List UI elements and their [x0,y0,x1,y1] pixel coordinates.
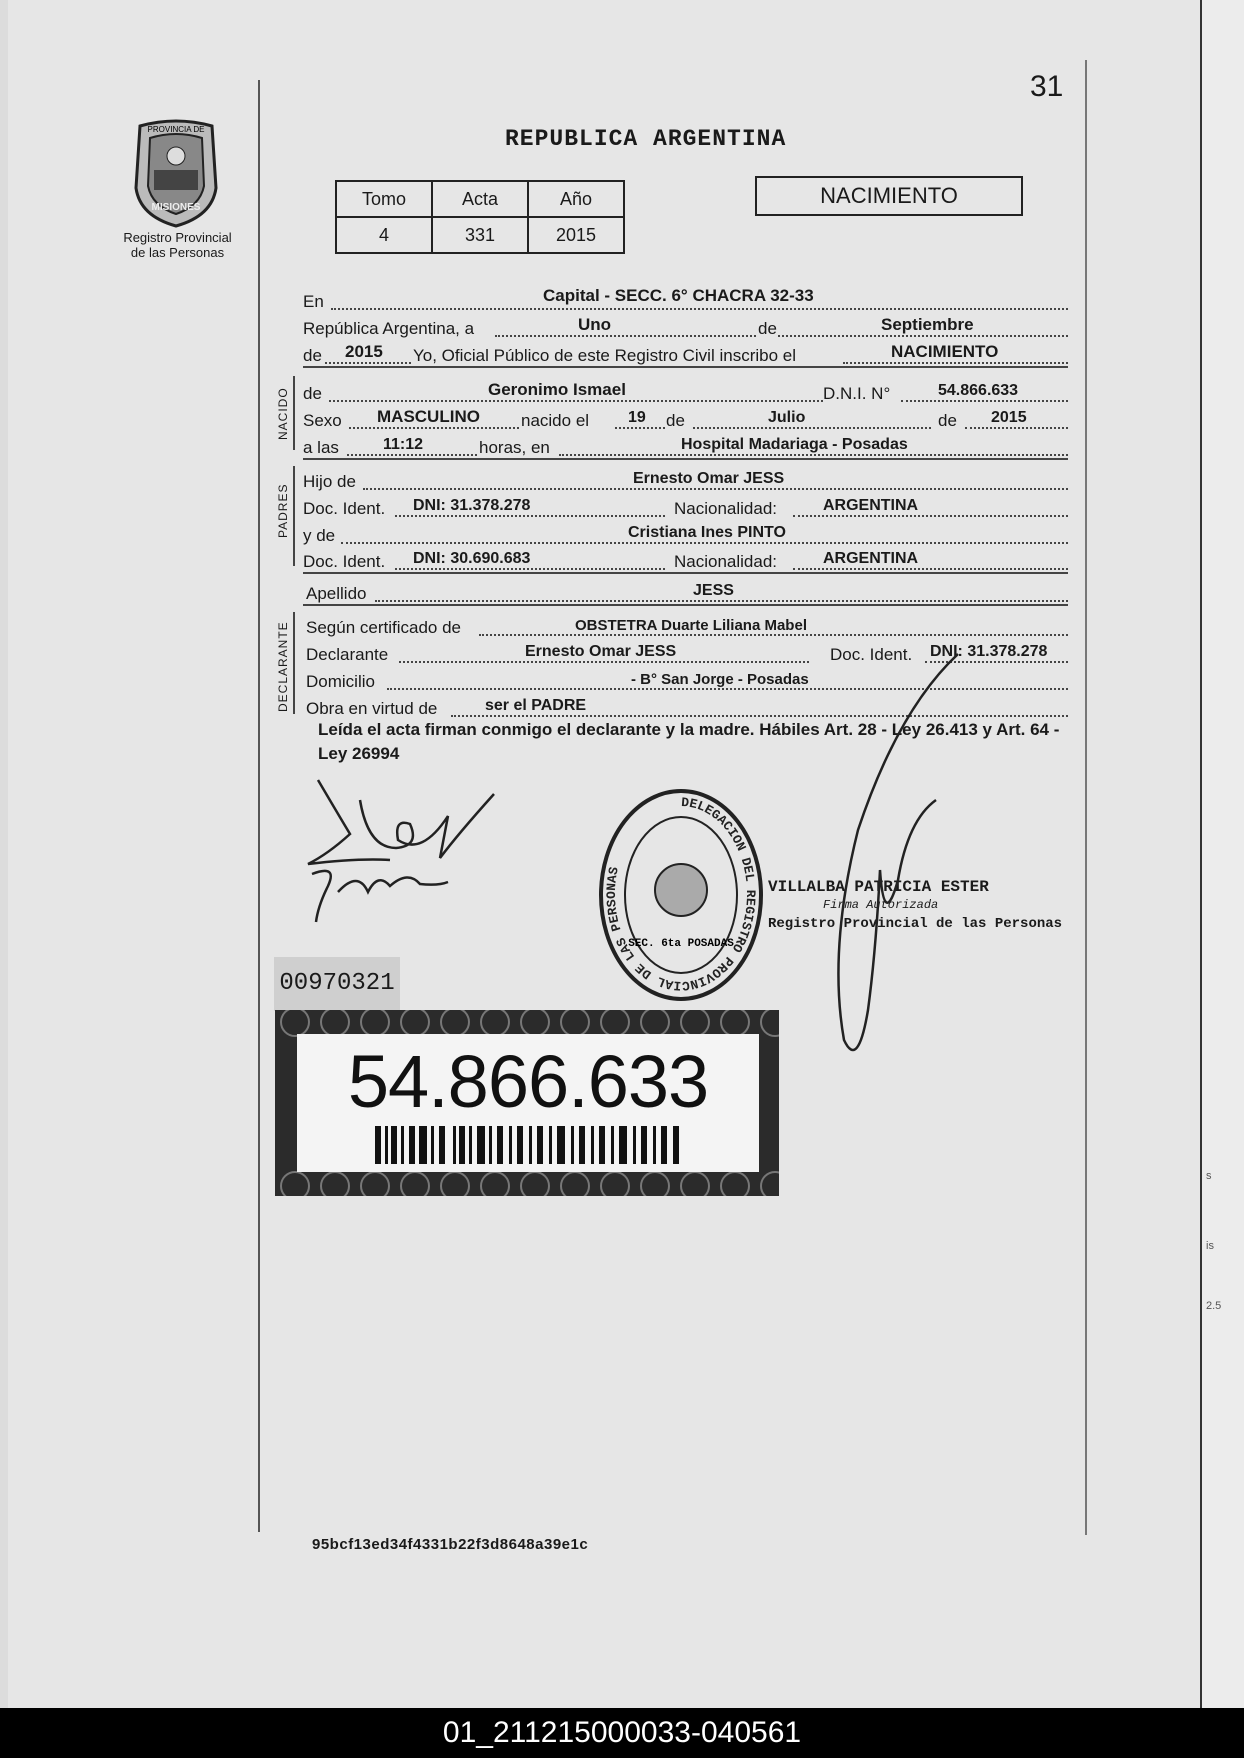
inscripcion-tipo: NACIMIENTO [891,342,999,361]
header-tomo: Tomo [336,181,432,217]
value-acta: 331 [432,217,528,253]
padre-nacionalidad: ARGENTINA [823,497,919,514]
svg-text:SEC. 6ta POSADAS: SEC. 6ta POSADAS [628,938,734,950]
declarante-doc: DNI: 31.378.278 [930,643,1048,660]
nacido-dni: 54.866.633 [938,382,1019,399]
line-domicilio: Domicilio - B° San Jorge - Posadas [303,666,1068,694]
madre-nombre: Cristiana Ines PINTO [628,524,786,541]
acta-reference-table [335,180,625,254]
adjacent-page-edge: s is 2.5 [1200,0,1244,1708]
line-madre: y de Cristiana Ines PINTO [303,520,1068,548]
right-margin-rule [1085,60,1087,1535]
section-padres: PADRES [276,483,290,538]
scan-footer: 01_211215000033-040561 [0,1708,1244,1758]
nacido-nombre: Geronimo Ismael [488,380,626,399]
padre-doc: DNI: 31.378.278 [413,497,531,514]
official-registry: Registro Provincial de las Personas [768,916,1063,932]
value-anio: 2015 [528,217,624,253]
provincial-seal-icon [128,118,224,228]
line-lugar: En Capital - SECC. 6° CHACRA 32-33 [303,286,1068,314]
serial-number: 00970321 [274,957,400,1011]
line-apellido: Apellido JESS [303,578,1068,606]
madre-nacionalidad: ARGENTINA [823,550,919,567]
section-declarante: DECLARANTE [276,621,290,712]
inscripcion-anio: 2015 [345,342,383,361]
line-padre: Hijo de Ernesto Omar JESS [303,466,1068,494]
document-title: REPUBLICA ARGENTINA [505,126,787,152]
official-role: Firma Autorizada [823,898,939,912]
padre-nombre: Ernesto Omar JESS [633,470,785,487]
left-margin-rule [258,80,260,1532]
section-nacido: NACIDO [276,387,290,440]
line-nacido-sexo: Sexo MASCULINO nacido el 19 de Julio de 2015 [303,405,1068,433]
official-name: VILLALBA PATRICIA ESTER [768,878,989,896]
fecha-dia: Uno [578,315,612,334]
line-certificado: Según certificado de OBSTETRA Duarte Liliana Mabel [303,612,1068,640]
declarant-signature-icon [298,774,498,934]
page-number: 31 [1030,70,1064,103]
value-tomo: 4 [336,217,432,253]
line-madre-doc: Doc. Ident. DNI: 30.690.683 Nacionalidad: ARGENTINA [303,546,1068,574]
dni-number: 54.866.633 [347,1040,709,1123]
acta-type-box: NACIMIENTO [755,176,1023,216]
certificado-value: OBSTETRA Duarte Liliana Mabel [575,617,807,634]
dni-label [275,1010,779,1196]
line-fecha: República Argentina, a Uno de Septiembre [303,313,1068,341]
header-anio: Año [528,181,624,217]
declarante-nombre: Ernesto Omar JESS [525,643,677,660]
line-declarante: Declarante Ernesto Omar JESS Doc. Ident. DNI: 31.378.278 [303,639,1068,667]
apellido-value: JESS [693,582,734,599]
barcode-icon [375,1126,681,1164]
nacido-mes: Julio [768,409,806,426]
line-obra: Obra en virtud de ser el PADRE [303,693,1068,721]
registry-stamp-icon [598,786,764,1004]
line-nacido-nombre: de Geronimo Ismael D.N.I. N° 54.866.633 [303,378,1068,406]
official-signature-icon [818,650,978,1060]
closing-note: Leída el acta firman conmigo el declarante y la madre. Hábiles Art. 28 - Ley 26.413 y Art. 64 - Ley 26994 [318,720,1060,763]
nacido-sexo: MASCULINO [377,407,480,426]
line-nacido-hora: a las 11:12 horas, en Hospital Madariaga - Posadas [303,432,1068,460]
document-hash: 95bcf13ed34f4331b22f3d8648a39e1c [312,1536,589,1553]
nacido-anio: 2015 [991,409,1027,426]
line-inscripcion: de 2015 Yo, Oficial Público de este Registro Civil inscribo el NACIMIENTO [303,340,1068,368]
obra-value: ser el PADRE [485,697,587,714]
nacido-dia: 19 [628,409,646,426]
fecha-mes: Septiembre [881,315,974,334]
madre-doc: DNI: 30.690.683 [413,550,531,567]
svg-text:PROVINCIA DE: PROVINCIA DE [147,125,205,134]
header-acta: Acta [432,181,528,217]
domicilio-value: - B° San Jorge - Posadas [631,671,809,688]
lugar-value: Capital - SECC. 6° CHACRA 32-33 [543,286,814,305]
seal-caption: Registro Provincial de las Personas [123,230,232,260]
nacido-hora: 11:12 [383,436,424,453]
svg-text:DELEGACION DEL REGISTRO PROVIN: DELEGACION DEL REGISTRO PROVINCIAL DE LAS PERSONAS [603,794,758,994]
line-padre-doc: Doc. Ident. DNI: 31.378.278 Nacionalidad: ARGENTINA [303,493,1068,521]
svg-text:MISIONES: MISIONES [151,202,201,213]
nacido-lugar: Hospital Madariaga - Posadas [681,436,908,453]
